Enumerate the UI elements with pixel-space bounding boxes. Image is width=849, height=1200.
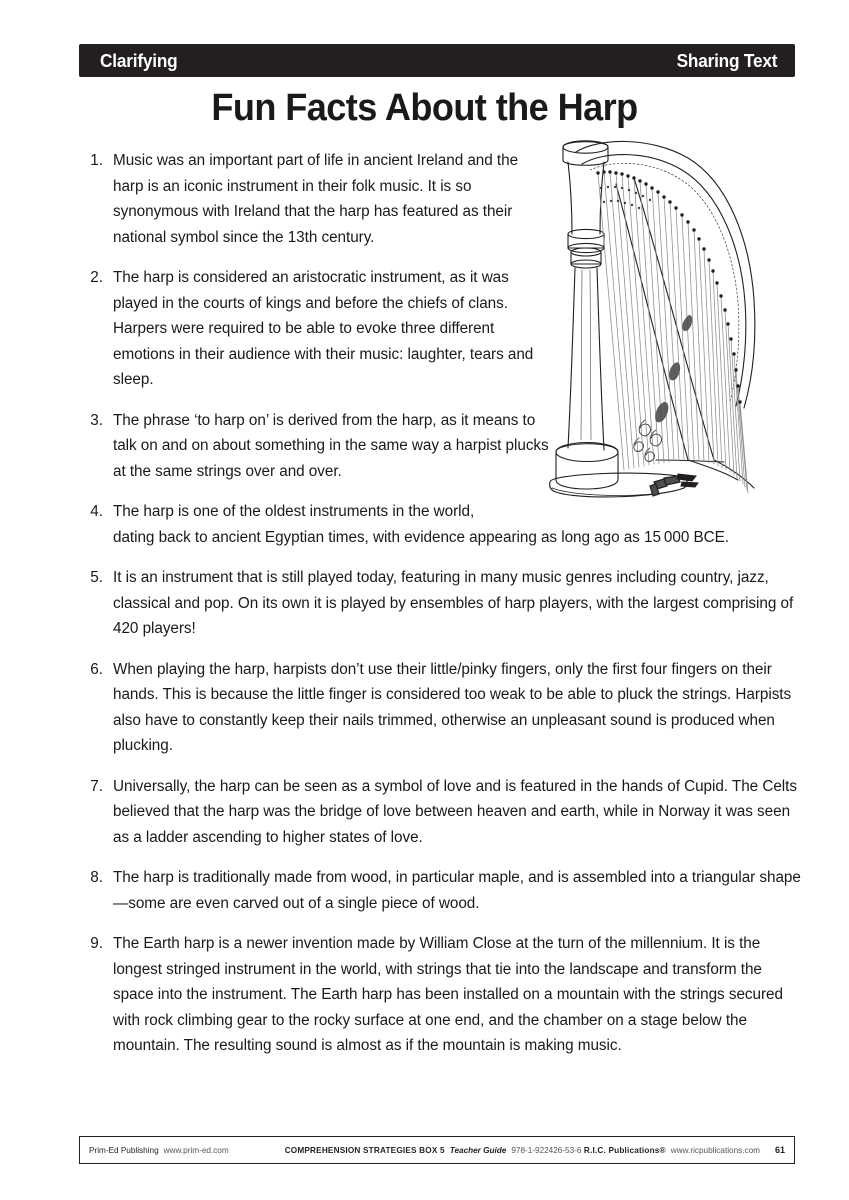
list-item-text: The phrase ‘to harp on’ is derived from the harp, as it means to talk on and on about something in the same way a harpist plucks at the same strings over and over.	[113, 411, 549, 480]
list-item	[79, 774, 803, 851]
list-item-number: 3.	[90, 411, 103, 429]
list-item-number: 1.	[90, 152, 103, 169]
list-item-number: 4.	[90, 503, 103, 520]
page-title: Fun Facts About the Harp	[211, 87, 638, 129]
footer-isbn: 978-1-922426-53-6	[511, 1145, 582, 1155]
list-item-text	[113, 499, 803, 550]
list-item-number: 7.	[90, 777, 103, 795]
list-item-text: The Earth harp is a newer invention made by William Close at the turn of the millennium. It is the longest stringed instrument in the world, with strings that tie into the landscape and transform the space into the instrument. The Earth harp has been installed on a mountain with the strings secured with rock climbing gear to the rocky surface at one end, and the chamber on a stage below the mountain. The resulting sound is almost as if the mountain is making music.	[113, 935, 783, 1054]
header-strategy-label: Clarifying	[100, 49, 178, 71]
list-item-number: 9.	[90, 935, 103, 952]
footer-publisher: Prim-Ed Publishing	[89, 1145, 159, 1155]
header-section-label: Sharing Text	[676, 49, 777, 71]
list-item	[79, 265, 803, 393]
list-item-text: The harp is traditionally made from wood, in particular maple, and is assembled into a triangular shape—some are even carved out of a single piece of wood.	[113, 869, 801, 912]
list-item-number: 6.	[90, 660, 103, 678]
list-item-number: 8.	[90, 869, 103, 886]
list-item-text-rest: dating back to ancient Egyptian times, with evidence appearing as long ago as 15 000 BCE.	[113, 528, 729, 546]
list-item	[79, 148, 803, 250]
list-item-text: It is an instrument that is still played today, featuring in many music genres including country, jazz, classical and pop. On its own it is played by ensembles of harp players, with the largest comprising of 420 players!	[113, 569, 794, 637]
footer-copyright-holder: R.I.C. Publications®	[583, 1146, 666, 1155]
list-item	[79, 565, 803, 642]
footer-copyright-url: www.ricpublications.com	[670, 1146, 760, 1155]
list-item-text: The harp is considered an aristocratic instrument, as it was played in the courts of kings and before the chiefs of clans. Harpers were required to be able to evoke three different emotions in their audience with their music: laughter, tears and sleep.	[113, 269, 534, 388]
page-number: 61	[774, 1145, 785, 1155]
list-item	[79, 931, 803, 1059]
page-header-bar	[79, 44, 795, 77]
list-item	[79, 657, 803, 759]
list-item	[79, 865, 803, 916]
list-item-text: Universally, the harp can be seen as a symbol of love and is featured in the hands of Cupid. The Celts believed that the harp was the bridge of love between heaven and earth, while in Norway it was seen as a ladder ascending to higher states of love.	[113, 777, 797, 846]
page-footer	[79, 1136, 795, 1164]
footer-book-title: COMPREHENSION STRATEGIES BOX 5	[284, 1145, 445, 1155]
list-item	[79, 499, 803, 550]
list-item-number: 5.	[90, 569, 103, 586]
fun-facts-list	[79, 148, 803, 1074]
list-item-text-first-line: The harp is one of the oldest instruments in the world,	[113, 503, 475, 520]
list-item-number: 2.	[90, 269, 103, 286]
list-item-text: When playing the harp, harpists don’t use their little/pinky fingers, only the first four fingers on their hands. This is because the little finger is considered too weak to be able to pluck the strings. Harpists also have to constantly keep their nails trimmed, otherwise an unpleasant sound is produced when plucking.	[113, 660, 792, 754]
list-item-text: Music was an important part of life in ancient Ireland and the harp is an iconic instrument in their folk music. It is so synonymous with Ireland that the harp has featured as their national symbol since the 13th century.	[113, 152, 519, 246]
footer-publisher-url: www.prim-ed.com	[163, 1145, 229, 1155]
footer-book-subtitle: Teacher Guide	[449, 1145, 507, 1155]
list-item	[79, 408, 803, 485]
